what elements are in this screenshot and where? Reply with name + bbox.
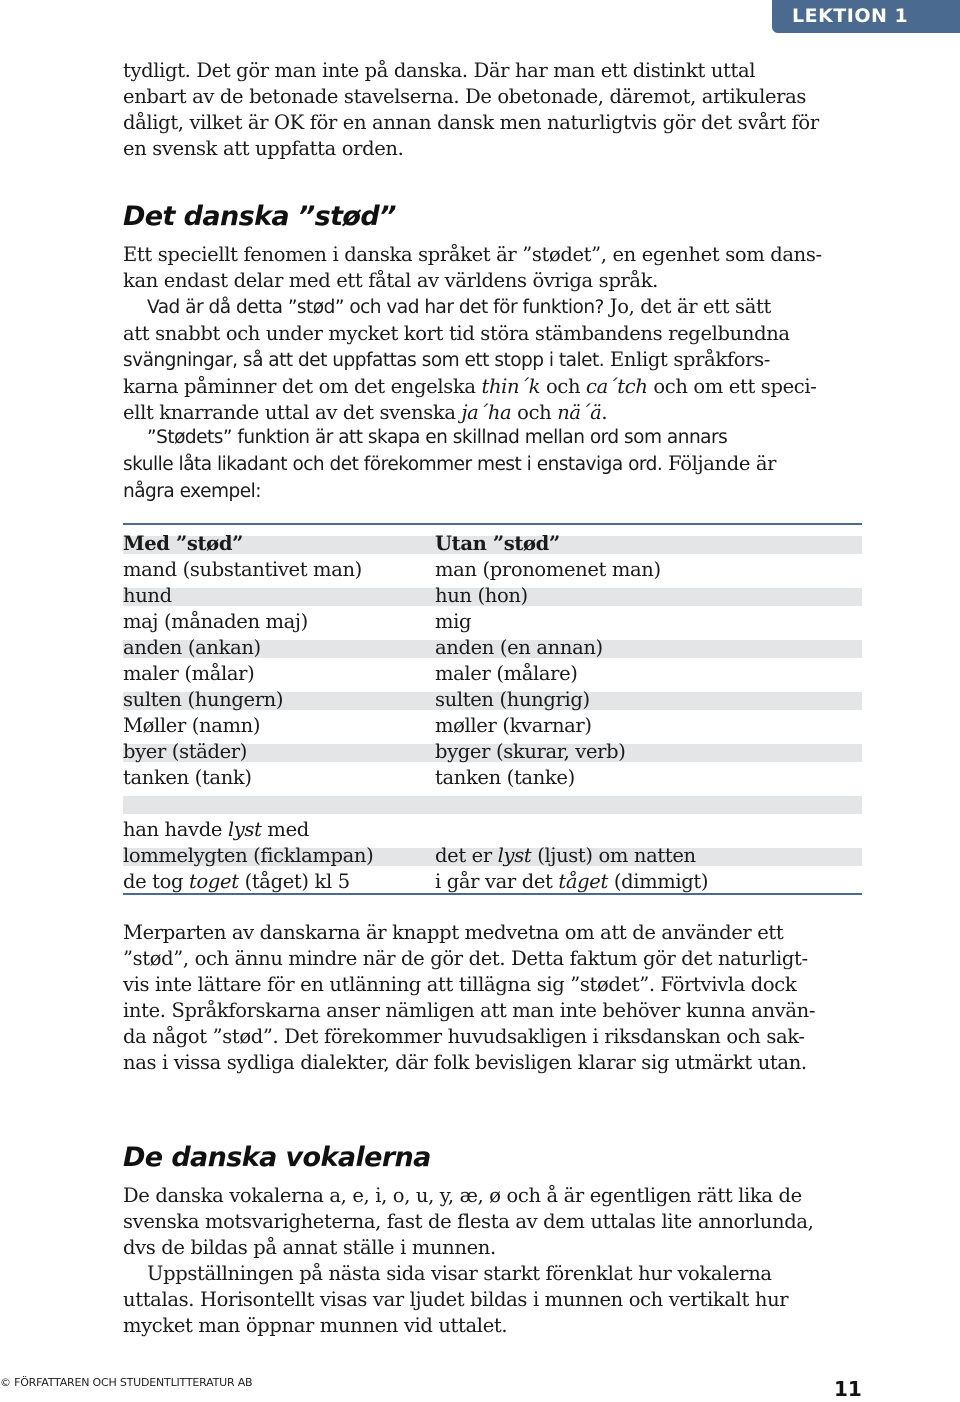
table-row	[123, 603, 862, 633]
body-line: inte. Språkforskarna anser nämligen att man inte behöver kunna använ-	[123, 999, 816, 1022]
cell-with-stod: anden (ankan)	[123, 636, 261, 659]
body-text-sans: några exempel:	[123, 481, 261, 502]
cell-without-stod: anden (en annan)	[435, 636, 603, 659]
intro-line: enbart av de betonade stavelserna. De obetonade, däremot, artikuleras	[123, 85, 807, 108]
cell-text: han havde	[123, 818, 228, 841]
intro-line: en svensk att uppfatta orden.	[123, 137, 404, 160]
body-text: Jo, det är ett sätt	[603, 295, 771, 318]
italic-example: lyst	[497, 844, 532, 867]
body-line: vis inte lättare för en utlänning att tillägna sig ”stødet”. Förtvivla dock	[123, 973, 797, 996]
body-line: da något ”stød”. Det förekommer huvudsakligen i riksdanskan och sak-	[123, 1025, 805, 1048]
body-text: och	[540, 375, 587, 398]
body-line	[123, 294, 863, 321]
vokalerna-paragraph-1	[123, 1183, 863, 1261]
cell-text: med	[261, 818, 309, 841]
body-line: kan endast delar med ett fåtal av världens övriga språk.	[123, 269, 659, 292]
stod-paragraph-1	[123, 242, 863, 294]
section-heading-stod: Det danska ”stød”	[123, 201, 396, 232]
cell-with-stod: sulten (hungern)	[123, 688, 284, 711]
body-line	[123, 424, 863, 451]
cell-with-stod: mand (substantivet man)	[123, 558, 362, 581]
table-row	[123, 707, 862, 737]
table-example-row	[123, 863, 862, 893]
body-text-sans: svängningar, så att det uppfattas som ett stopp i talet.	[123, 350, 605, 371]
body-text-sans: ”Stødets” funktion är att skapa en skillnad mellan ord som annars	[147, 427, 728, 448]
body-text-sans: Vad är då detta ”stød” och vad har det för funktion?	[147, 297, 604, 318]
table-row	[123, 655, 862, 685]
table-row	[123, 759, 862, 789]
intro-line: dåligt, vilket är OK för en annan dansk men naturligtvis gör det svårt för	[123, 111, 819, 134]
stod-paragraph-3	[123, 424, 863, 505]
body-text: .	[601, 401, 608, 424]
section-heading-vokalerna: De danska vokalerna	[123, 1142, 431, 1173]
stod-example-table	[123, 523, 862, 895]
body-text: karna påminner det om det engelska	[123, 375, 482, 398]
body-line: mycket man öppnar munnen vid uttalet.	[123, 1314, 508, 1337]
body-line: svenska motsvarigheterna, fast de flesta av dem uttalas lite annorlunda,	[123, 1210, 814, 1233]
table-row	[123, 577, 862, 607]
cell-without-stod	[435, 869, 708, 895]
body-line: Uppställningen på nästa sida visar starkt förenklat hur vokalerna	[147, 1262, 772, 1285]
cell-without-stod: sulten (hungrig)	[435, 688, 590, 711]
body-text: Följande är	[662, 452, 777, 475]
body-line: De danska vokalerna a, e, i, o, u, y, æ, ø och å är egentligen rätt lika de	[123, 1184, 802, 1207]
cell-with-stod: maler (målar)	[123, 662, 255, 685]
body-line	[123, 451, 863, 478]
body-line	[123, 400, 863, 426]
cell-text: (dimmigt)	[607, 870, 709, 893]
cell-with-stod	[123, 869, 350, 895]
body-line: Merparten av danskarna är knappt medvetna om att de använder ett	[123, 921, 784, 944]
table-row	[123, 551, 862, 581]
table-row	[123, 629, 862, 659]
italic-example: thin´k	[481, 375, 541, 398]
body-text-sans: skulle låta likadant och det förekommer mest i enstaviga ord.	[123, 454, 663, 475]
body-line: nas i vissa sydliga dialekter, där folk bevisligen klarar sig utmärkt utan.	[123, 1051, 807, 1074]
body-line	[123, 374, 863, 400]
body-text: Enligt språkfors-	[604, 348, 770, 371]
cell-with-stod: Møller (namn)	[123, 714, 261, 737]
body-line: ”stød”, och ännu mindre när de gör det. Detta faktum gör det naturligt-	[123, 947, 808, 970]
cell-with-stod: hund	[123, 584, 172, 607]
cell-text: (tåget) kl 5	[238, 870, 350, 893]
body-text: ellt knarrande uttal av det svenska	[123, 401, 462, 424]
italic-example: nä´ä	[557, 401, 602, 424]
footer-copyright: © FÖRFATTAREN OCH STUDENTLITTERATUR AB	[0, 1376, 253, 1389]
table-row	[123, 681, 862, 711]
table-header-row	[123, 525, 862, 555]
cell-text: (ljust) om natten	[531, 844, 696, 867]
body-line: uttalas. Horisontellt visas var ljudet bildas i munnen och vertikalt hur	[123, 1288, 789, 1311]
cell-without-stod: tanken (tanke)	[435, 766, 575, 789]
table-example-row	[123, 811, 862, 841]
cell-with-stod: byer (städer)	[123, 740, 248, 763]
body-line: Ett speciellt fenomen i danska språket är ”stødet”, en egenhet som dans-	[123, 243, 822, 266]
cell-without-stod: hun (hon)	[435, 584, 528, 607]
body-line: att snabbt och under mycket kort tid störa stämbandens regelbundna	[123, 322, 790, 345]
table-example-row	[123, 837, 862, 867]
vokalerna-paragraph-2	[123, 1261, 863, 1339]
after-table-paragraph	[123, 920, 863, 1076]
stod-paragraph-2	[123, 294, 863, 426]
body-line: dvs de bildas på annat ställe i munnen.	[123, 1236, 496, 1259]
intro-paragraph	[123, 58, 863, 162]
italic-example: lyst	[227, 818, 262, 841]
body-line	[123, 347, 863, 374]
cell-text: i går var det	[435, 870, 559, 893]
table-spacer-row	[123, 785, 862, 811]
body-line	[123, 478, 863, 505]
page-number: 11	[834, 1377, 862, 1401]
italic-example: toget	[189, 870, 239, 893]
cell-without-stod: byger (skurar, verb)	[435, 740, 626, 763]
intro-line: tydligt. Det gör man inte på danska. Där har man ett distinkt uttal	[123, 59, 756, 82]
cell-with-stod: tanken (tank)	[123, 766, 252, 789]
italic-example: ca´tch	[586, 375, 648, 398]
column-header-with-stod: Med ”stød”	[123, 532, 243, 555]
italic-example: tåget	[558, 870, 608, 893]
cell-without-stod: møller (kvarnar)	[435, 714, 592, 737]
cell-without-stod: maler (målare)	[435, 662, 578, 685]
body-text: och	[511, 401, 558, 424]
body-text: och om ett speci-	[647, 375, 817, 398]
cell-text: det er	[435, 844, 498, 867]
lesson-tab: LEKTION 1	[772, 0, 960, 33]
column-header-without-stod: Utan ”stød”	[435, 532, 560, 555]
cell-with-stod: maj (månaden maj)	[123, 610, 308, 633]
cell-without-stod: man (pronomenet man)	[435, 558, 661, 581]
table-row	[123, 733, 862, 763]
cell-text: de tog	[123, 870, 190, 893]
cell-with-stod: lommelygten (ficklampan)	[123, 844, 374, 867]
italic-example: ja´ha	[461, 401, 512, 424]
cell-without-stod: mig	[435, 610, 472, 633]
